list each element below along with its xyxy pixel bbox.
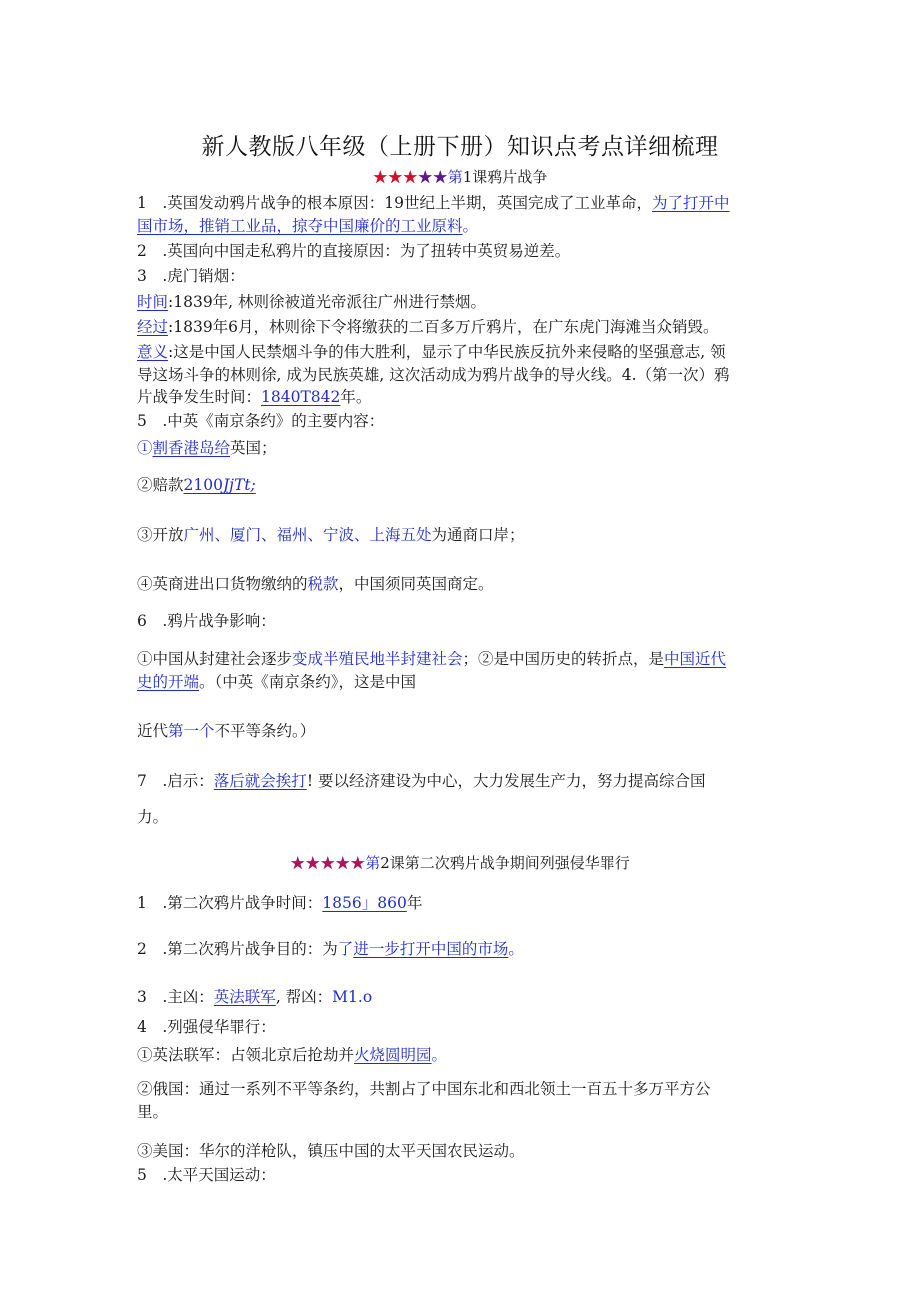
text: 不平等条约。） xyxy=(214,722,316,740)
question-5: 5 .太平天国运动： xyxy=(137,1166,276,1184)
highlight-link: 为了打开中 xyxy=(652,194,730,212)
treaty-item-4 xyxy=(137,573,787,595)
highlight-link: 火烧圆明园 xyxy=(354,1046,432,1064)
paragraph-5: 5 .中英《南京条约》的主要内容： xyxy=(137,412,385,430)
highlight-link: 史的开端 xyxy=(137,673,200,691)
highlight-text: 变成半殖民地半封建社会 xyxy=(292,650,463,668)
highlight-text: 广州、厦门、福州、宁波、上海五处 xyxy=(183,526,432,544)
document-title: 新人教版八年级（上册下册）知识点考点详细梳理 xyxy=(201,134,719,160)
question-2 xyxy=(137,938,787,960)
rating-stars-purple: ★★ xyxy=(417,168,448,186)
meaning-line-2: 导这场斗争的林则徐, 成为民族英雄, 这次活动成为鸦片战争的导火线。4.（第一次）鸦 xyxy=(137,366,730,384)
text: ②赔款 xyxy=(137,476,184,494)
text: 年。 xyxy=(340,388,372,406)
meaning-label: 意义 xyxy=(137,343,169,361)
highlight-link: 落后就会挨打 xyxy=(213,772,307,790)
highlight-link: 2100 xyxy=(183,476,223,494)
impact-line-1 xyxy=(137,648,787,670)
crime-item-2-line-1: ②俄国：通过一系列不平等条约，共割占了中国东北和西北领土一百五十多万平方公 xyxy=(137,1080,711,1098)
text: 。（中英《南京条约》，这是中国 xyxy=(199,673,417,691)
highlight-text: 了 xyxy=(337,940,354,958)
impact-line-2 xyxy=(137,671,787,693)
lesson-1-heading xyxy=(0,166,920,187)
process-text: :1839年6月，林则徐下令将缴获的二百多万斤鸦片，在广东虎门海滩当众销毁。 xyxy=(168,318,719,336)
text: 年 xyxy=(406,894,423,912)
lesson-2-title: 2课第二次鸦片战争期间列强侵华罪行 xyxy=(380,854,630,872)
text: 3 .主凶： xyxy=(137,988,214,1006)
highlight-link: 进一步打开中国的市场 xyxy=(353,940,509,958)
lesson-2-prefix: 第 xyxy=(365,854,381,872)
meaning-line-1 xyxy=(137,341,787,363)
treaty-item-2 xyxy=(137,474,787,496)
text: ，中国须同英国商定。 xyxy=(338,575,494,593)
text: 片战争发生时间： xyxy=(137,388,262,406)
paragraph-3: 3 .虎门销烟： xyxy=(137,267,245,285)
text: 。 xyxy=(462,217,479,235)
text: ① xyxy=(137,439,153,457)
text: 7 .启示： xyxy=(137,772,214,790)
meaning-line-3 xyxy=(137,386,787,408)
rating-stars: ★★★★★ xyxy=(290,854,366,872)
lesson-1-title: 1课鸦片战争 xyxy=(462,168,548,186)
text: 。 xyxy=(431,1046,448,1064)
highlight-link: 割香港岛给 xyxy=(152,439,231,457)
paragraph-1-line-2 xyxy=(137,215,787,237)
highlight-text: 第一个 xyxy=(168,722,215,740)
highlight-link: 英法联军 xyxy=(213,988,276,1006)
time-label: 时间 xyxy=(137,293,169,311)
paragraph-1-line-1 xyxy=(137,192,787,214)
treaty-item-3 xyxy=(137,524,787,546)
crime-item-1 xyxy=(137,1044,787,1066)
text: ③开放 xyxy=(137,526,184,544)
question-3 xyxy=(137,986,787,1008)
text: ①英法联军：占领北京后抢劫并 xyxy=(137,1046,355,1064)
text: 1 .第二次鸦片战争时间： xyxy=(137,894,323,912)
process-line xyxy=(137,316,787,338)
rating-stars-red: ★★★ xyxy=(372,168,418,186)
text: 2 .第二次鸦片战争目的：为 xyxy=(137,940,338,958)
impact-line-3 xyxy=(137,720,787,742)
time-line xyxy=(137,291,787,313)
lesson-1-prefix: 第 xyxy=(447,168,463,186)
highlight-link: 国市场，推销工业品，掠夺中国廉价的工业原料 xyxy=(137,217,463,235)
highlight-link: JjTt; xyxy=(222,476,256,494)
text: 近代 xyxy=(137,722,169,740)
text: ；②是中国历史的转折点，是 xyxy=(462,650,665,668)
text: ①中国从封建社会逐步 xyxy=(137,650,293,668)
lesson-line-2: 力。 xyxy=(137,808,169,826)
text: 为通商口岸； xyxy=(431,526,525,544)
highlight-link: 1856」860 xyxy=(322,894,407,912)
time-text: :1839年, 林则徐被道光帝派往广州进行禁烟。 xyxy=(168,293,487,311)
text: 。 xyxy=(508,940,524,958)
text: , 帮凶： xyxy=(275,988,333,1006)
paragraph-6: 6 .鸦片战争影响： xyxy=(137,612,276,630)
paragraph-2: 2 .英国向中国走私鸦片的直接原因：为了扭转中英贸易逆差。 xyxy=(137,242,571,260)
crime-item-2-line-2: 里。 xyxy=(137,1103,169,1121)
war-years: 1840T842 xyxy=(261,388,341,406)
text: ! 要以经济建设为中心，大力发展生产力，努力提高综合国 xyxy=(306,772,706,790)
meaning-text: :这是中国人民禁烟斗争的伟大胜利，显示了中华民族反抗外来侵略的坚强意志, 领 xyxy=(168,343,726,361)
text: 英国； xyxy=(230,439,277,457)
highlight-text: 税款 xyxy=(307,575,339,593)
lesson-2-heading xyxy=(0,852,920,873)
question-1 xyxy=(137,892,787,914)
question-4: 4 .列强侵华罪行： xyxy=(137,1018,276,1036)
text: 1 .英国发动鸦片战争的根本原因：19世纪上半期，英国完成了工业革命， xyxy=(137,194,653,212)
text: ④英商进出口货物缴纳的 xyxy=(137,575,308,593)
process-label: 经过 xyxy=(137,318,169,336)
highlight-link: 中国近代 xyxy=(664,650,727,668)
highlight-text: M1.o xyxy=(332,988,373,1006)
lesson-line-1 xyxy=(137,770,787,792)
treaty-item-1 xyxy=(137,437,787,459)
crime-item-3: ③美国：华尔的洋枪队，镇压中国的太平天国农民运动。 xyxy=(137,1142,525,1160)
